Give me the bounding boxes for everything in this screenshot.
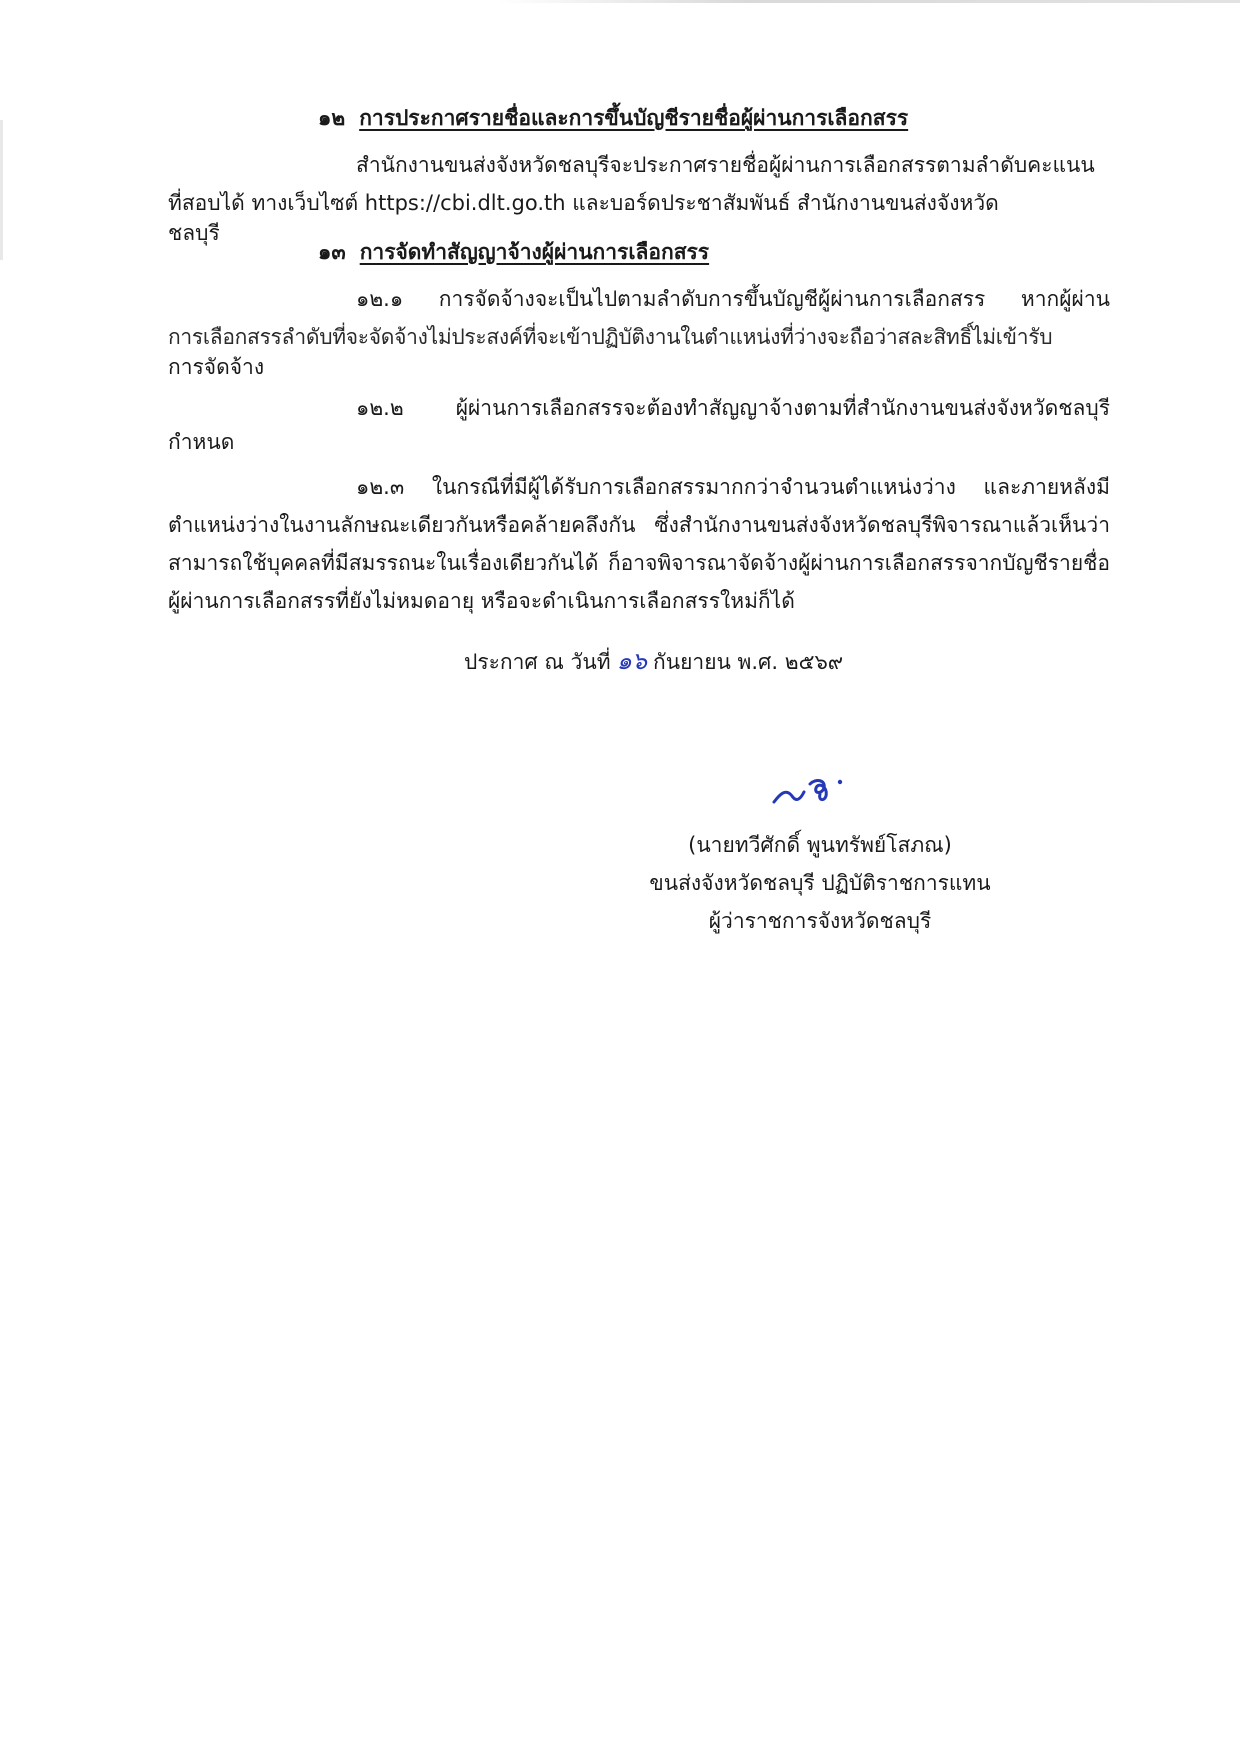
item-12-1-line-2: การเลือกสรรลำดับที่จะจัดจ้างไม่ประสงค์ที่จะเข้าปฏิบัติงานในตำแหน่งที่ว่างจะถือว่าสละสิทธิ์ไม่เข้ารับ	[168, 325, 1053, 349]
section-12-heading	[318, 103, 908, 133]
scan-left-edge	[0, 120, 3, 260]
announcement-suffix: กันยายน พ.ศ. ๒๕๖๙	[653, 650, 844, 674]
section-12-title: การประกาศรายชื่อและการขึ้นบัญชีรายชื่อผู้ผ่านการเลือกสรร	[359, 106, 909, 130]
item-12-3-line-2: ตำแหน่งว่างในงานลักษณะเดียวกันหรือคล้ายคลึงกัน ซึ่งสำนักงานขนส่งจังหวัดชลบุรีพิจารณาแล้วเห็นว่า	[168, 513, 1110, 537]
signatory-position-line-2: ผู้ว่าราชการจังหวัดชลบุรี	[708, 909, 932, 933]
section-13-number: ๑๓	[318, 240, 346, 264]
item-12-1-line-1: ๑๒.๑ การจัดจ้างจะเป็นไปตามลำดับการขึ้นบัญชีผู้ผ่านการเลือกสรร หากผู้ผ่าน	[356, 287, 1110, 311]
item-12-3-line-1: ๑๒.๓ ในกรณีที่มีผู้ได้รับการเลือกสรรมากกว่าจำนวนตำแหน่งว่าง และภายหลังมี	[356, 475, 1110, 499]
section-13-title: การจัดทำสัญญาจ้างผู้ผ่านการเลือกสรร	[359, 240, 710, 264]
signatory-name: (นายทวีศักดิ์ พูนทรัพย์โสภณ)	[688, 833, 952, 857]
item-12-2-line-2: กำหนด	[168, 430, 235, 454]
announcement-prefix: ประกาศ ณ วันที่	[464, 650, 611, 674]
section-12-para-line-2: ที่สอบได้ ทางเว็บไซต์ https://cbi.dlt.go.th และบอร์ดประชาสัมพันธ์ สำนักงานขนส่งจังหวัดชลบุรี	[168, 191, 999, 245]
item-12-2-line-1: ๑๒.๒ ผู้ผ่านการเลือกสรรจะต้องทำสัญญาจ้างตามที่สำนักงานขนส่งจังหวัดชลบุรี	[356, 396, 1110, 420]
handwritten-signature-icon	[770, 766, 850, 814]
announcement-day: ๑๖	[616, 647, 648, 675]
section-13-heading	[318, 237, 709, 267]
signatory-position-line-1: ขนส่งจังหวัดชลบุรี ปฏิบัติราชการแทน	[649, 871, 991, 895]
item-12-3-line-3: สามารถใช้บุคคลที่มีสมรรถนะในเรื่องเดียวกันได้ ก็อาจพิจารณาจัดจ้างผู้ผ่านการเลือกสรรจากบัญชีรายชื่อ	[168, 551, 1110, 575]
scan-top-edge	[0, 0, 1240, 3]
section-12-number: ๑๒	[318, 106, 346, 130]
announcement-date	[464, 646, 843, 677]
item-12-1-line-3: การจัดจ้าง	[168, 355, 265, 379]
section-12-para-line-1: สำนักงานขนส่งจังหวัดชลบุรีจะประกาศรายชื่อผู้ผ่านการเลือกสรรตามลำดับคะแนน	[356, 153, 1095, 177]
item-12-3-line-4: ผู้ผ่านการเลือกสรรที่ยังไม่หมดอายุ หรือจะดำเนินการเลือกสรรใหม่ก็ได้	[168, 589, 795, 613]
